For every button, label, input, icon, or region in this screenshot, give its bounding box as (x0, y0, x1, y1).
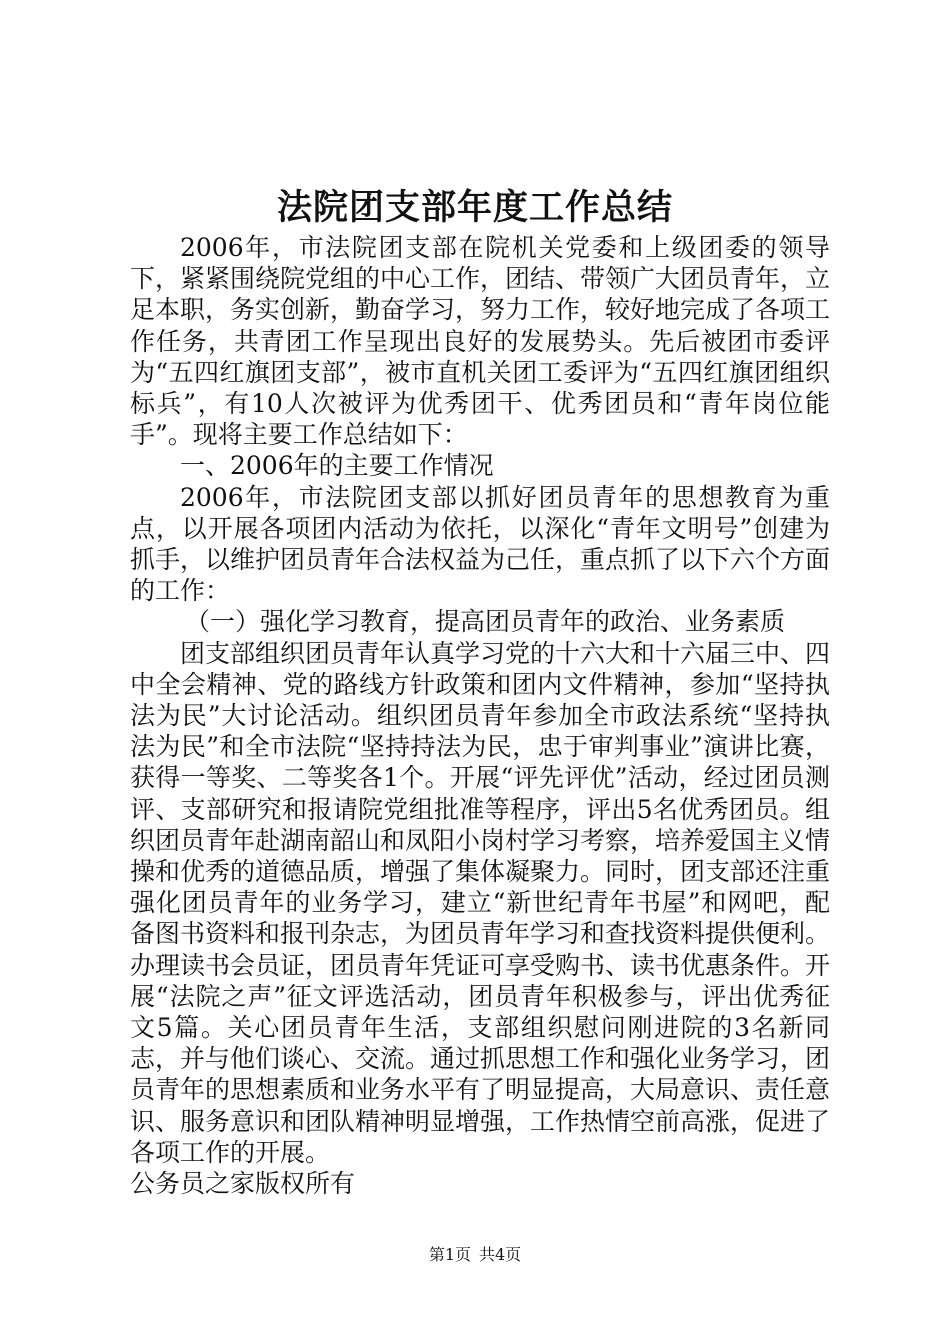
paragraph-intro: 2006年，市法院团支部在院机关党委和上级团委的领导下，紧紧围绕院党组的中心工作，团结、带领广大团员青年，立足本职，务实创新，勤奋学习，努力工作，较好地完成了各项工作任务，共青团工作呈现出良好的发展势头。先后被团市委评为“五四红旗团支部”，被市直机关团工委评为“五四红旗团组织标兵”，有10人次被评为优秀团干、优秀团员和“青年岗位能手”。现将主要工作总结如下： (130, 233, 831, 450)
paragraph-overview: 2006年，市法院团支部以抓好团员青年的思想教育为重点，以开展各项团内活动为依托，以深化“青年文明号”创建为抓手，以维护团员青年合法权益为己任，重点抓了以下六个方面的工作： (130, 482, 831, 606)
section-heading-1: 一、2006年的主要工作情况 (180, 451, 494, 481)
document-body (130, 232, 830, 1199)
page-number: 第1页 (428, 1245, 471, 1264)
copyright-note: 公务员之家版权所有 (130, 1169, 356, 1199)
page-footer (0, 1244, 950, 1266)
page-total: 共4页 (479, 1245, 522, 1264)
document-title: 法院团支部年度工作总结 (276, 187, 673, 228)
subsection-heading-1: （一）强化学习教育，提高团员青年的政治、业务素质 (185, 607, 786, 637)
paragraph-study-education: 团支部组织团员青年认真学习党的十六大和十六届三中、四中全会精神、党的路线方针政策和团内文件精神，参加“坚持执法为民”大讨论活动。组织团员青年参加全市政法系统“坚持执法为民”和全市法院“坚持持法为民，忠于审判事业”演讲比赛，获得一等奖、二等奖各1个。开展“评先评优”活动，经过团员测评、支部研究和报请院党组批准等程序，评出5名优秀团员。组织团员青年赴湖南韶山和凤阳小岗村学习考察，培养爱国主义情操和优秀的道德品质，增强了集体凝聚力。同时，团支部还注重强化团员青年的业务学习，建立“新世纪青年书屋”和网吧，配备图书资料和报刊杂志，为团员青年学习和查找资料提供便利。办理读书会员证，团员青年凭证可享受购书、读书优惠条件。开展“法院之声”征文评选活动，团员青年积极参与，评出优秀征文5篇。关心团员青年生活，支部组织慰问刚进院的3名新同志，并与他们谈心、交流。通过抓思想工作和强化业务学习，团员青年的思想素质和业务水平有了明显提高，大局意识、责任意识、服务意识和团队精神明显增强，工作热情空前高涨，促进了各项工作的开展。 (130, 638, 831, 1167)
